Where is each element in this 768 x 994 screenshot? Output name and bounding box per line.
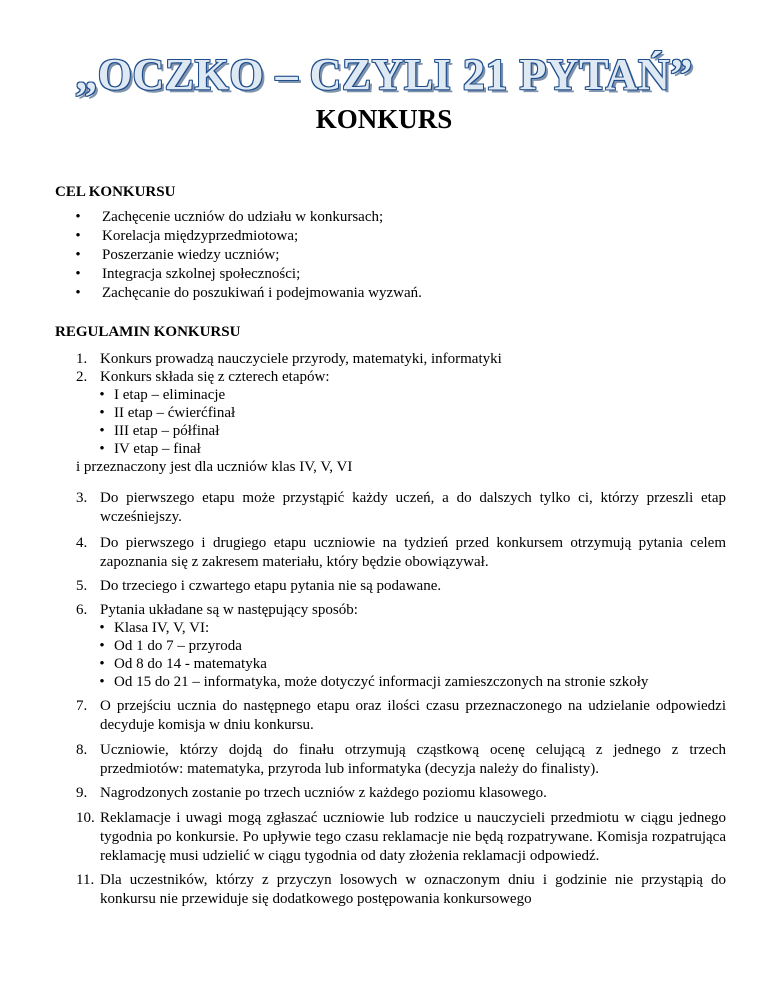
bullet-icon: • — [75, 228, 81, 244]
bullet-icon: • — [99, 387, 105, 403]
rule-item: 7. O przejściu ucznia do następnego etapu oraz ilości czasu przeznaczonego na udzielanie odpowiedzi decyduje komisja w dniu konkursu. — [76, 698, 726, 733]
bullet-icon: • — [99, 423, 105, 439]
rule-item: 1. Konkurs prowadzą nauczyciele przyrody, matematyki, informatyki — [76, 351, 502, 367]
bullet-icon: • — [99, 405, 105, 421]
bullet-icon: • — [99, 674, 105, 690]
etap-item: • III etap – półfinał — [96, 422, 235, 440]
pytania-list — [96, 619, 648, 691]
subtitle: KONKURS — [315, 104, 453, 134]
bullet-icon: • — [75, 209, 81, 225]
etap-item: • I etap – eliminacje — [96, 386, 235, 404]
bullet-icon: • — [99, 441, 105, 457]
cel-item: • Poszerzanie wiedzy uczniów; — [68, 246, 718, 265]
rule-item: 10. Reklamacje i uwagi mogą zgłaszać uczniowie lub rodzice u nauczycieli przedmiotu w ciągu jednego tygodnia po konkursie. Po upływie tego czasu reklamacje nie będą rozpatrywane. Komisja rozpatrująca reklamację musi udzielić w ciągu tygodnia od daty złożenia reklamacji odpowiedź. — [76, 810, 726, 864]
rule-item: 8. Uczniowie, którzy dojdą do finału otrzymują cząstkową ocenę celującą z jednego z trzech przedmiotów: matematyka, przyroda lub informatyka (decyzja należy do finalisty). — [76, 742, 726, 777]
regulamin-heading: REGULAMIN KONKURSU — [55, 324, 241, 340]
etapy-list — [96, 386, 235, 458]
rule-item: 4. Do pierwszego i drugiego etapu uczniowie na tydzień przed konkursem otrzymują pytania celem zapoznania się z zakresem materiału, który będzie obowiązywał. — [76, 535, 726, 570]
pytania-item: • Od 15 do 21 – informatyka, może dotyczyć informacji zamieszczonych na stronie szkoły — [96, 673, 648, 691]
cel-item: • Integracja szkolnej społeczności; — [68, 265, 718, 284]
cel-item: • Zachęcenie uczniów do udziału w konkursach; — [68, 208, 718, 227]
title-banner: „OCZKO – CZYLI 21 PYTAŃ” — [75, 50, 693, 99]
bullet-icon: • — [99, 638, 105, 654]
bullet-icon: • — [75, 266, 81, 282]
klasy-note: i przeznaczony jest dla uczniów klas IV, V, VI — [76, 459, 353, 475]
bullet-icon: • — [75, 285, 81, 301]
rule-item: 3. Do pierwszego etapu może przystąpić każdy uczeń, a do dalszych tylko ci, którzy przeszli etap wcześniejszy. — [76, 490, 726, 525]
pytania-item: • Klasa IV, V, VI: — [96, 619, 648, 637]
bullet-icon: • — [75, 247, 81, 263]
pytania-item: • Od 8 do 14 - matematyka — [96, 655, 648, 673]
rule-item: 11. Dla uczestników, którzy z przyczyn losowych w oznaczonym dniu i godzinie nie przystąpią do konkursu nie przewiduje się dodatkowego postępowania konkursowego — [76, 872, 726, 907]
bullet-icon: • — [99, 656, 105, 672]
rule-item: 6. Pytania układane są w następujący sposób: — [76, 602, 358, 618]
cel-item: • Korelacja międzyprzedmiotowa; — [68, 227, 718, 246]
rule-item: 9. Nagrodzonych zostanie po trzech uczniów z każdego poziomu klasowego. — [76, 785, 547, 801]
cel-list — [68, 208, 718, 303]
rule-item: 2. Konkurs składa się z czterech etapów: — [76, 369, 330, 385]
etap-item: • IV etap – finał — [96, 440, 235, 458]
cel-item: • Zachęcanie do poszukiwań i podejmowania wyzwań. — [68, 284, 718, 303]
cel-heading: CEL KONKURSU — [55, 184, 176, 200]
rule-item: 5. Do trzeciego i czwartego etapu pytania nie są podawane. — [76, 578, 442, 594]
etap-item: • II etap – ćwierćfinał — [96, 404, 235, 422]
bullet-icon: • — [99, 620, 105, 636]
pytania-item: • Od 1 do 7 – przyroda — [96, 637, 648, 655]
